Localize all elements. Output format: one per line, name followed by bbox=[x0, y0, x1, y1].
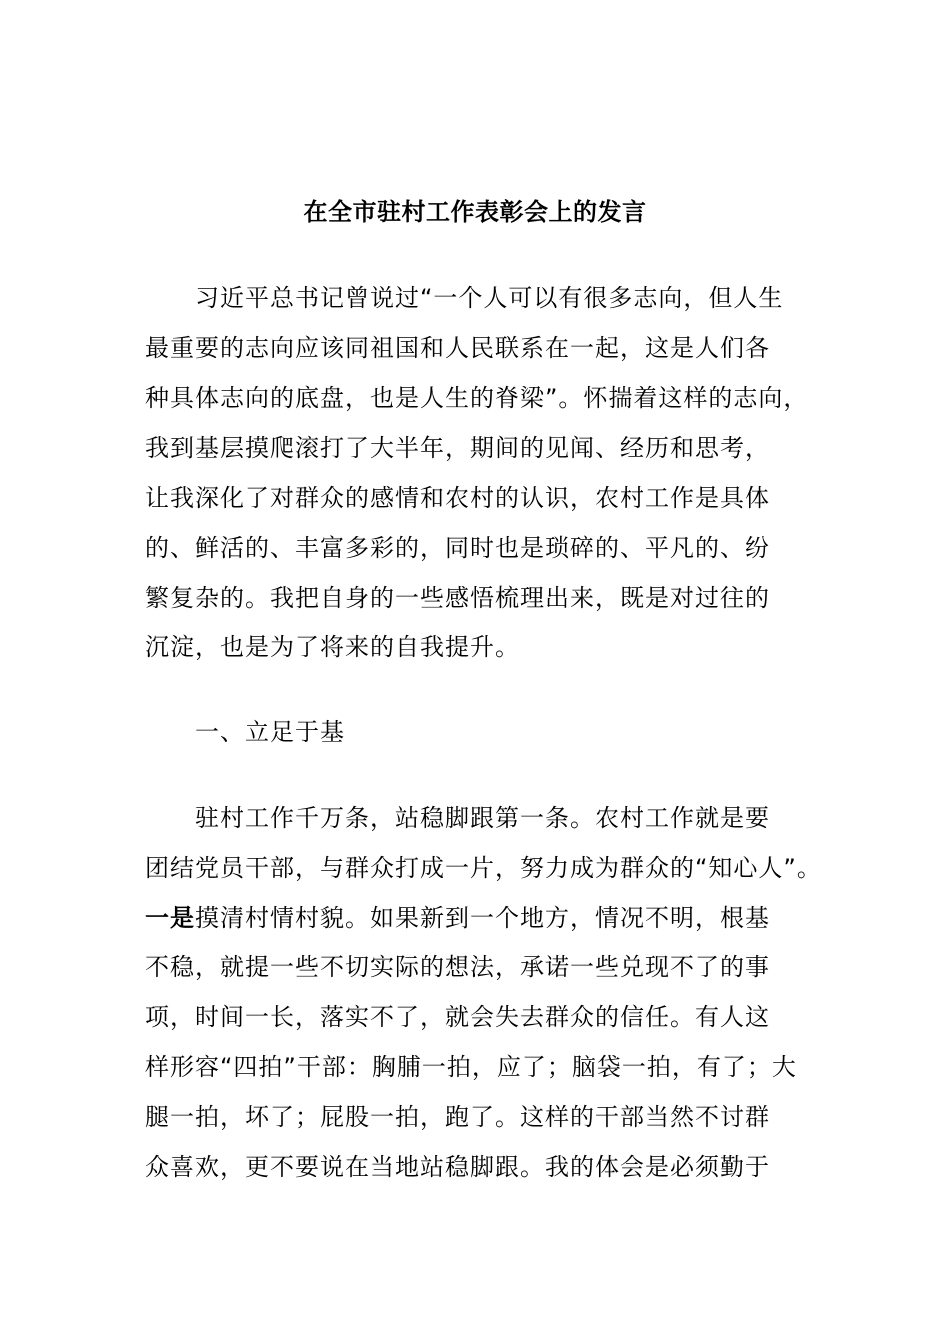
paragraph-line: 不稳，就提一些不切实际的想法，承诺一些兑现不了的事 bbox=[145, 953, 770, 981]
paragraph-line: 沉淀，也是为了将来的自我提升。 bbox=[145, 633, 520, 661]
point-text: 摸清村情村貌。如果新到一个地方，情况不明，根基 bbox=[195, 904, 770, 932]
paragraph-line: 团结党员干部，与群众打成一片，努力成为群众的“知心人”。 bbox=[145, 854, 822, 882]
paragraph-line: 习近平总书记曾说过“一个人可以有很多志向，但人生 bbox=[195, 284, 784, 312]
paragraph-line: 让我深化了对群众的感情和农村的认识，农村工作是具体 bbox=[145, 484, 770, 512]
paragraph-line: 最重要的志向应该同祖国和人民联系在一起，这是人们各 bbox=[145, 334, 770, 362]
section-heading: 一、立足于基 bbox=[195, 718, 345, 746]
point-label: 一是 bbox=[145, 904, 195, 932]
paragraph-line: 腿一拍，坏了；屁股一拍，跑了。这样的干部当然不讨群 bbox=[145, 1103, 770, 1131]
paragraph-line: 种具体志向的底盘，也是人生的脊梁”。怀揣着这样的志向， bbox=[145, 384, 809, 412]
paragraph-line: 众喜欢，更不要说在当地站稳脚跟。我的体会是必须勤于 bbox=[145, 1153, 770, 1181]
paragraph-line: 我到基层摸爬滚打了大半年，期间的见闻、经历和思考， bbox=[145, 434, 770, 462]
point-first-line bbox=[145, 902, 770, 934]
paragraph-line: 驻村工作千万条，站稳脚跟第一条。农村工作就是要 bbox=[195, 804, 770, 832]
paragraph-line: 繁复杂的。我把自身的一些感悟梳理出来，既是对过往的 bbox=[145, 584, 770, 612]
paragraph-line: 样形容“四拍”干部：胸脯一拍，应了；脑袋一拍，有了；大 bbox=[145, 1053, 797, 1081]
paragraph-line: 的、鲜活的、丰富多彩的，同时也是琐碎的、平凡的、纷 bbox=[145, 534, 770, 562]
document-title: 在全市驻村工作表彰会上的发言 bbox=[303, 198, 647, 226]
paragraph-line: 项，时间一长，落实不了，就会失去群众的信任。有人这 bbox=[145, 1003, 770, 1031]
